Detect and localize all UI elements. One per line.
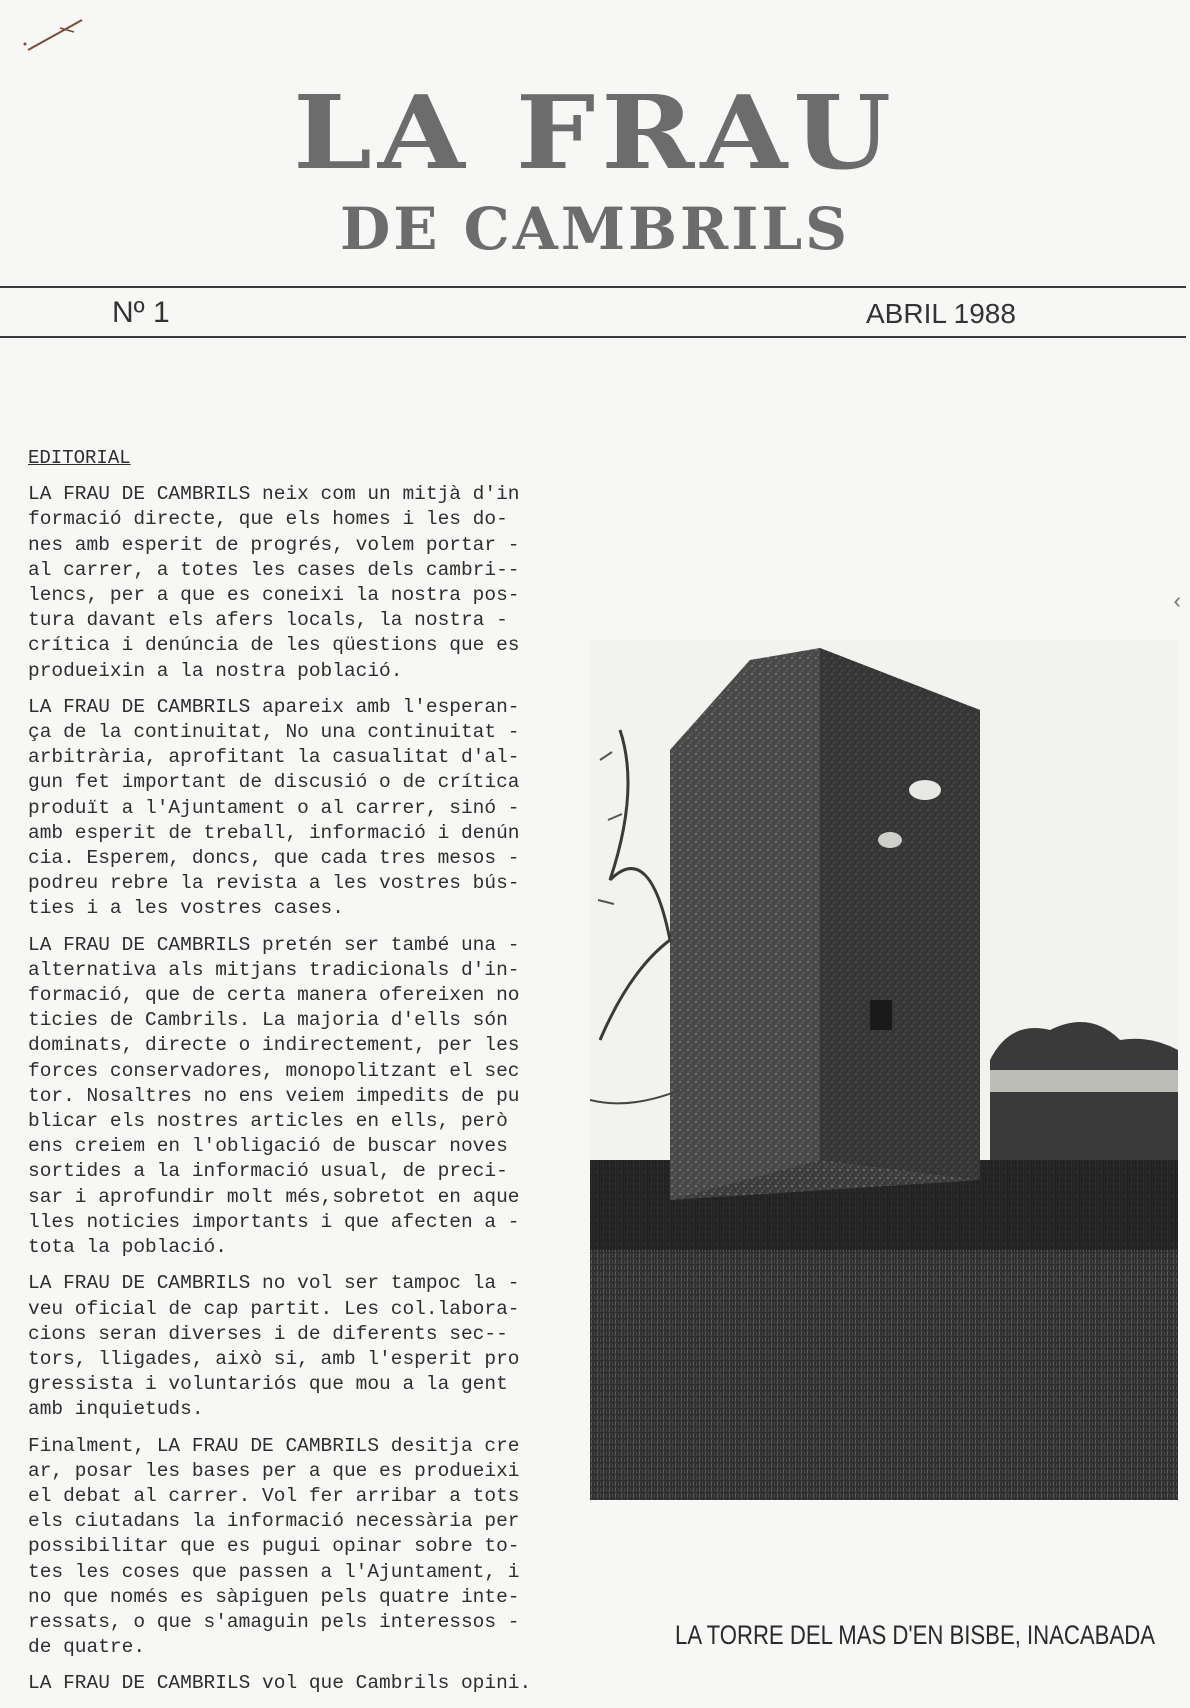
editorial-line: LA FRAU DE CAMBRILS apareix amb l'esperan-: [28, 695, 520, 718]
editorial-line: LA FRAU DE CAMBRILS neix com un mitjà d'in: [28, 483, 520, 506]
editorial-line: tes les coses que passen a l'Ajuntament, i: [28, 1560, 520, 1583]
editorial-line: sar i aprofundir molt més,sobretot en aque: [28, 1185, 520, 1208]
editorial-paragraph: [28, 482, 558, 684]
editorial-line: formació directe, que els homes i les do-: [28, 508, 508, 531]
editorial-line: podreu rebre la revista a les vostres bús-: [28, 872, 520, 895]
editorial-line: LA FRAU DE CAMBRILS pretén ser també una -: [28, 933, 520, 956]
newspaper-title: LA FRAU: [293, 74, 897, 193]
editorial-paragraph: [28, 1434, 558, 1661]
editorial-body: [28, 482, 558, 1696]
header-rule-bottom: [0, 336, 1186, 338]
editorial-line: els ciutadans la informació necessària per: [28, 1510, 520, 1533]
editorial-line: gressista i voluntariós que mou a la gent: [28, 1373, 508, 1396]
editorial-line: crítica i denúncia de les qüestions que es: [28, 634, 520, 657]
editorial-line: forces conservadores, monopolitzant el sec: [28, 1059, 520, 1082]
editorial-line: ties i a les vostres cases.: [28, 897, 344, 920]
editorial-line: amb inquietuds.: [28, 1398, 204, 1421]
editorial-line: de quatre.: [28, 1636, 146, 1659]
editorial-line: produït a l'Ajuntament o al carrer, sinó -: [28, 796, 520, 819]
editorial-column: [28, 446, 558, 1708]
editorial-paragraph: [28, 1671, 558, 1696]
editorial-line: amb esperit de treball, informació i denún: [28, 821, 520, 844]
editorial-paragraph: [28, 695, 558, 922]
pen-stroke-mark: [22, 14, 92, 54]
editorial-line: lencs, per a que es coneixi la nostra pos-: [28, 584, 520, 607]
editorial-line: ressats, o que s'amaguin pels interessos -: [28, 1610, 520, 1633]
issue-number: Nº 1: [112, 296, 170, 329]
editorial-line: possibilitar que es pugui opinar sobre to-: [28, 1535, 520, 1558]
editorial-line: nes amb esperit de progrés, volem portar -: [28, 533, 520, 556]
editorial-line: produeixin a la nostra població.: [28, 659, 403, 682]
tower-photo: [590, 640, 1178, 1500]
edge-mark: ‹: [1170, 590, 1184, 615]
editorial-line: ticies de Cambrils. La majoria d'ells són: [28, 1009, 508, 1032]
editorial-line: ça de la continuitat, No una continuitat -: [28, 721, 520, 744]
editorial-line: formació, que de certa manera ofereixen no: [28, 984, 520, 1007]
editorial-line: ens creiem en l'obligació de buscar noves: [28, 1135, 508, 1158]
issue-date: ABRIL 1988: [866, 298, 1016, 329]
editorial-line: tor. Nosaltres no ens veiem impedits de pu: [28, 1084, 520, 1107]
editorial-line: cions seran diverses i de diferents sec--: [28, 1322, 508, 1345]
editorial-line: ar, posar les bases per a que es produeixi: [28, 1459, 520, 1482]
header-rule-top: [0, 286, 1186, 288]
editorial-line: al carrer, a totes les cases dels cambri--: [28, 558, 520, 581]
newspaper-subtitle: DE CAMBRILS: [339, 195, 851, 263]
editorial-line: tota la població.: [28, 1236, 227, 1259]
editorial-line: sortides a la informació usual, de preci-: [28, 1160, 508, 1183]
editorial-line: cia. Esperem, doncs, que cada tres mesos -: [28, 847, 520, 870]
editorial-line: el debat al carrer. Vol fer arribar a tots: [28, 1484, 520, 1507]
editorial-line: lles noticies importants i que afecten a -: [28, 1210, 520, 1233]
editorial-line: alternativa als mitjans tradicionals d'in-: [28, 958, 520, 981]
editorial-line: gun fet important de discusió o de crítica: [28, 771, 520, 794]
editorial-paragraph: [28, 933, 558, 1261]
editorial-line: blicar els nostres articles en ells, però: [28, 1110, 508, 1133]
editorial-line: Finalment, LA FRAU DE CAMBRILS desitja cre: [28, 1434, 520, 1457]
editorial-line: tors, lligades, això si, amb l'esperit pro: [28, 1347, 520, 1370]
editorial-line: dominats, directe o indirectement, per les: [28, 1034, 520, 1057]
editorial-paragraph: [28, 1271, 558, 1422]
editorial-heading: EDITORIAL: [28, 447, 131, 469]
editorial-line: veu oficial de cap partit. Les col.labora-: [28, 1297, 520, 1320]
editorial-line: no que només es sàpiguen pels quatre inte-: [28, 1585, 520, 1608]
editorial-line: LA FRAU DE CAMBRILS no vol ser tampoc la -: [28, 1272, 520, 1295]
editorial-line: tura davant els afers locals, la nostra -: [28, 609, 508, 632]
photo-caption: LA TORRE DEL MAS D'EN BISBE, INACABADA: [675, 1620, 1155, 1650]
editorial-line: LA FRAU DE CAMBRILS vol que Cambrils opini.: [28, 1672, 532, 1695]
editorial-line: arbitrària, aprofitant la casualitat d'al-: [28, 746, 520, 769]
